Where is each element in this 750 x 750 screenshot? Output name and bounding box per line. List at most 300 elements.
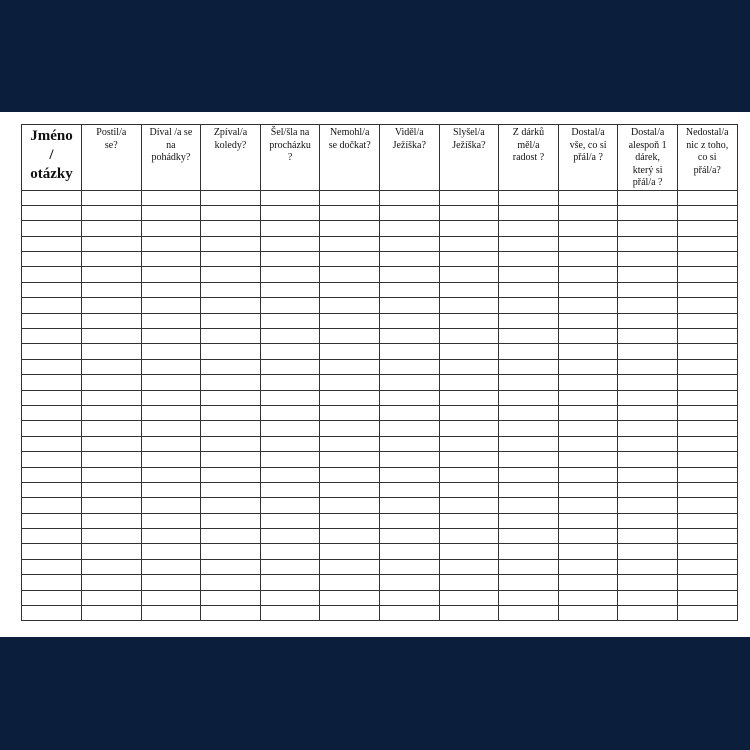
answer-cell[interactable] xyxy=(558,329,618,344)
answer-cell[interactable] xyxy=(618,313,678,328)
name-cell[interactable] xyxy=(22,482,82,497)
answer-cell[interactable] xyxy=(618,252,678,267)
answer-cell[interactable] xyxy=(618,390,678,405)
answer-cell[interactable] xyxy=(499,190,559,205)
answer-cell[interactable] xyxy=(260,482,320,497)
answer-cell[interactable] xyxy=(558,482,618,497)
answer-cell[interactable] xyxy=(201,282,261,297)
answer-cell[interactable] xyxy=(320,390,380,405)
answer-cell[interactable] xyxy=(201,559,261,574)
answer-cell[interactable] xyxy=(618,359,678,374)
answer-cell[interactable] xyxy=(618,405,678,420)
answer-cell[interactable] xyxy=(379,359,439,374)
answer-cell[interactable] xyxy=(201,513,261,528)
answer-cell[interactable] xyxy=(141,329,201,344)
answer-cell[interactable] xyxy=(201,544,261,559)
answer-cell[interactable] xyxy=(379,190,439,205)
answer-cell[interactable] xyxy=(499,375,559,390)
answer-cell[interactable] xyxy=(320,344,380,359)
answer-cell[interactable] xyxy=(82,390,142,405)
answer-cell[interactable] xyxy=(499,252,559,267)
answer-cell[interactable] xyxy=(499,529,559,544)
answer-cell[interactable] xyxy=(677,190,737,205)
answer-cell[interactable] xyxy=(82,190,142,205)
name-cell[interactable] xyxy=(22,606,82,621)
answer-cell[interactable] xyxy=(439,236,499,251)
answer-cell[interactable] xyxy=(439,482,499,497)
answer-cell[interactable] xyxy=(82,359,142,374)
answer-cell[interactable] xyxy=(677,529,737,544)
answer-cell[interactable] xyxy=(320,498,380,513)
answer-cell[interactable] xyxy=(320,482,380,497)
answer-cell[interactable] xyxy=(82,559,142,574)
answer-cell[interactable] xyxy=(499,344,559,359)
answer-cell[interactable] xyxy=(379,390,439,405)
answer-cell[interactable] xyxy=(558,575,618,590)
answer-cell[interactable] xyxy=(320,529,380,544)
answer-cell[interactable] xyxy=(141,575,201,590)
name-cell[interactable] xyxy=(22,405,82,420)
answer-cell[interactable] xyxy=(260,190,320,205)
answer-cell[interactable] xyxy=(320,590,380,605)
answer-cell[interactable] xyxy=(320,267,380,282)
answer-cell[interactable] xyxy=(201,436,261,451)
answer-cell[interactable] xyxy=(320,221,380,236)
name-cell[interactable] xyxy=(22,544,82,559)
answer-cell[interactable] xyxy=(677,544,737,559)
answer-cell[interactable] xyxy=(558,529,618,544)
answer-cell[interactable] xyxy=(320,421,380,436)
answer-cell[interactable] xyxy=(320,236,380,251)
answer-cell[interactable] xyxy=(379,252,439,267)
answer-cell[interactable] xyxy=(201,421,261,436)
name-cell[interactable] xyxy=(22,329,82,344)
answer-cell[interactable] xyxy=(82,421,142,436)
answer-cell[interactable] xyxy=(320,359,380,374)
answer-cell[interactable] xyxy=(439,559,499,574)
answer-cell[interactable] xyxy=(320,282,380,297)
answer-cell[interactable] xyxy=(439,298,499,313)
answer-cell[interactable] xyxy=(379,344,439,359)
answer-cell[interactable] xyxy=(141,190,201,205)
answer-cell[interactable] xyxy=(260,513,320,528)
answer-cell[interactable] xyxy=(439,313,499,328)
answer-cell[interactable] xyxy=(618,436,678,451)
answer-cell[interactable] xyxy=(320,606,380,621)
name-cell[interactable] xyxy=(22,590,82,605)
answer-cell[interactable] xyxy=(82,606,142,621)
answer-cell[interactable] xyxy=(82,252,142,267)
answer-cell[interactable] xyxy=(558,375,618,390)
answer-cell[interactable] xyxy=(320,313,380,328)
answer-cell[interactable] xyxy=(677,267,737,282)
answer-cell[interactable] xyxy=(677,205,737,220)
name-cell[interactable] xyxy=(22,221,82,236)
answer-cell[interactable] xyxy=(141,436,201,451)
answer-cell[interactable] xyxy=(82,405,142,420)
answer-cell[interactable] xyxy=(260,329,320,344)
answer-cell[interactable] xyxy=(260,405,320,420)
answer-cell[interactable] xyxy=(499,390,559,405)
answer-cell[interactable] xyxy=(320,375,380,390)
answer-cell[interactable] xyxy=(618,513,678,528)
answer-cell[interactable] xyxy=(82,236,142,251)
name-cell[interactable] xyxy=(22,313,82,328)
answer-cell[interactable] xyxy=(260,575,320,590)
answer-cell[interactable] xyxy=(558,452,618,467)
answer-cell[interactable] xyxy=(141,452,201,467)
answer-cell[interactable] xyxy=(320,452,380,467)
answer-cell[interactable] xyxy=(320,329,380,344)
answer-cell[interactable] xyxy=(260,252,320,267)
name-cell[interactable] xyxy=(22,190,82,205)
answer-cell[interactable] xyxy=(379,590,439,605)
answer-cell[interactable] xyxy=(677,359,737,374)
name-cell[interactable] xyxy=(22,436,82,451)
answer-cell[interactable] xyxy=(677,344,737,359)
answer-cell[interactable] xyxy=(558,313,618,328)
answer-cell[interactable] xyxy=(320,575,380,590)
answer-cell[interactable] xyxy=(82,544,142,559)
answer-cell[interactable] xyxy=(320,544,380,559)
answer-cell[interactable] xyxy=(499,359,559,374)
answer-cell[interactable] xyxy=(141,544,201,559)
name-cell[interactable] xyxy=(22,559,82,574)
answer-cell[interactable] xyxy=(260,390,320,405)
answer-cell[interactable] xyxy=(677,236,737,251)
answer-cell[interactable] xyxy=(141,467,201,482)
answer-cell[interactable] xyxy=(439,267,499,282)
answer-cell[interactable] xyxy=(82,329,142,344)
answer-cell[interactable] xyxy=(320,467,380,482)
answer-cell[interactable] xyxy=(379,298,439,313)
answer-cell[interactable] xyxy=(439,329,499,344)
name-cell[interactable] xyxy=(22,252,82,267)
answer-cell[interactable] xyxy=(558,221,618,236)
answer-cell[interactable] xyxy=(558,236,618,251)
name-cell[interactable] xyxy=(22,529,82,544)
answer-cell[interactable] xyxy=(260,375,320,390)
answer-cell[interactable] xyxy=(141,498,201,513)
answer-cell[interactable] xyxy=(499,329,559,344)
answer-cell[interactable] xyxy=(677,221,737,236)
answer-cell[interactable] xyxy=(82,221,142,236)
answer-cell[interactable] xyxy=(677,329,737,344)
name-cell[interactable] xyxy=(22,575,82,590)
answer-cell[interactable] xyxy=(439,544,499,559)
answer-cell[interactable] xyxy=(201,252,261,267)
answer-cell[interactable] xyxy=(201,298,261,313)
answer-cell[interactable] xyxy=(558,544,618,559)
answer-cell[interactable] xyxy=(379,436,439,451)
answer-cell[interactable] xyxy=(499,544,559,559)
name-cell[interactable] xyxy=(22,267,82,282)
answer-cell[interactable] xyxy=(379,513,439,528)
answer-cell[interactable] xyxy=(201,344,261,359)
answer-cell[interactable] xyxy=(499,590,559,605)
answer-cell[interactable] xyxy=(201,190,261,205)
answer-cell[interactable] xyxy=(439,575,499,590)
answer-cell[interactable] xyxy=(201,529,261,544)
answer-cell[interactable] xyxy=(141,421,201,436)
answer-cell[interactable] xyxy=(260,298,320,313)
answer-cell[interactable] xyxy=(499,221,559,236)
name-cell[interactable] xyxy=(22,282,82,297)
answer-cell[interactable] xyxy=(201,467,261,482)
answer-cell[interactable] xyxy=(677,313,737,328)
answer-cell[interactable] xyxy=(499,575,559,590)
answer-cell[interactable] xyxy=(82,498,142,513)
answer-cell[interactable] xyxy=(558,559,618,574)
answer-cell[interactable] xyxy=(141,205,201,220)
answer-cell[interactable] xyxy=(677,482,737,497)
answer-cell[interactable] xyxy=(677,575,737,590)
answer-cell[interactable] xyxy=(499,436,559,451)
answer-cell[interactable] xyxy=(201,267,261,282)
answer-cell[interactable] xyxy=(618,559,678,574)
answer-cell[interactable] xyxy=(677,559,737,574)
answer-cell[interactable] xyxy=(379,606,439,621)
answer-cell[interactable] xyxy=(260,452,320,467)
answer-cell[interactable] xyxy=(499,421,559,436)
answer-cell[interactable] xyxy=(260,498,320,513)
name-cell[interactable] xyxy=(22,344,82,359)
answer-cell[interactable] xyxy=(260,205,320,220)
answer-cell[interactable] xyxy=(82,452,142,467)
answer-cell[interactable] xyxy=(558,390,618,405)
answer-cell[interactable] xyxy=(558,467,618,482)
answer-cell[interactable] xyxy=(320,513,380,528)
answer-cell[interactable] xyxy=(439,205,499,220)
answer-cell[interactable] xyxy=(499,452,559,467)
answer-cell[interactable] xyxy=(499,267,559,282)
answer-cell[interactable] xyxy=(618,344,678,359)
answer-cell[interactable] xyxy=(260,267,320,282)
answer-cell[interactable] xyxy=(201,359,261,374)
answer-cell[interactable] xyxy=(618,590,678,605)
answer-cell[interactable] xyxy=(82,282,142,297)
answer-cell[interactable] xyxy=(141,359,201,374)
answer-cell[interactable] xyxy=(558,282,618,297)
answer-cell[interactable] xyxy=(141,298,201,313)
answer-cell[interactable] xyxy=(618,236,678,251)
answer-cell[interactable] xyxy=(379,498,439,513)
answer-cell[interactable] xyxy=(141,252,201,267)
answer-cell[interactable] xyxy=(439,375,499,390)
answer-cell[interactable] xyxy=(201,205,261,220)
answer-cell[interactable] xyxy=(439,344,499,359)
answer-cell[interactable] xyxy=(439,606,499,621)
answer-cell[interactable] xyxy=(618,221,678,236)
name-cell[interactable] xyxy=(22,205,82,220)
name-cell[interactable] xyxy=(22,375,82,390)
answer-cell[interactable] xyxy=(379,313,439,328)
answer-cell[interactable] xyxy=(618,375,678,390)
answer-cell[interactable] xyxy=(82,436,142,451)
answer-cell[interactable] xyxy=(558,190,618,205)
answer-cell[interactable] xyxy=(260,421,320,436)
answer-cell[interactable] xyxy=(618,544,678,559)
answer-cell[interactable] xyxy=(141,482,201,497)
answer-cell[interactable] xyxy=(141,513,201,528)
answer-cell[interactable] xyxy=(379,544,439,559)
answer-cell[interactable] xyxy=(558,590,618,605)
answer-cell[interactable] xyxy=(439,590,499,605)
answer-cell[interactable] xyxy=(379,329,439,344)
answer-cell[interactable] xyxy=(677,252,737,267)
answer-cell[interactable] xyxy=(379,405,439,420)
answer-cell[interactable] xyxy=(141,405,201,420)
answer-cell[interactable] xyxy=(201,375,261,390)
answer-cell[interactable] xyxy=(82,205,142,220)
answer-cell[interactable] xyxy=(677,282,737,297)
answer-cell[interactable] xyxy=(320,405,380,420)
answer-cell[interactable] xyxy=(618,467,678,482)
answer-cell[interactable] xyxy=(201,575,261,590)
answer-cell[interactable] xyxy=(82,513,142,528)
answer-cell[interactable] xyxy=(260,544,320,559)
answer-cell[interactable] xyxy=(618,205,678,220)
answer-cell[interactable] xyxy=(439,190,499,205)
name-cell[interactable] xyxy=(22,421,82,436)
answer-cell[interactable] xyxy=(499,606,559,621)
answer-cell[interactable] xyxy=(618,329,678,344)
answer-cell[interactable] xyxy=(618,298,678,313)
answer-cell[interactable] xyxy=(201,329,261,344)
answer-cell[interactable] xyxy=(141,267,201,282)
answer-cell[interactable] xyxy=(260,590,320,605)
answer-cell[interactable] xyxy=(677,375,737,390)
answer-cell[interactable] xyxy=(141,606,201,621)
answer-cell[interactable] xyxy=(379,482,439,497)
answer-cell[interactable] xyxy=(499,482,559,497)
answer-cell[interactable] xyxy=(201,313,261,328)
answer-cell[interactable] xyxy=(439,529,499,544)
answer-cell[interactable] xyxy=(439,405,499,420)
answer-cell[interactable] xyxy=(558,267,618,282)
name-cell[interactable] xyxy=(22,298,82,313)
answer-cell[interactable] xyxy=(141,221,201,236)
answer-cell[interactable] xyxy=(439,513,499,528)
answer-cell[interactable] xyxy=(499,513,559,528)
answer-cell[interactable] xyxy=(677,606,737,621)
answer-cell[interactable] xyxy=(677,298,737,313)
answer-cell[interactable] xyxy=(82,344,142,359)
answer-cell[interactable] xyxy=(677,405,737,420)
answer-cell[interactable] xyxy=(618,282,678,297)
answer-cell[interactable] xyxy=(677,513,737,528)
answer-cell[interactable] xyxy=(499,405,559,420)
name-cell[interactable] xyxy=(22,513,82,528)
answer-cell[interactable] xyxy=(379,221,439,236)
answer-cell[interactable] xyxy=(677,452,737,467)
answer-cell[interactable] xyxy=(439,452,499,467)
answer-cell[interactable] xyxy=(379,205,439,220)
name-cell[interactable] xyxy=(22,390,82,405)
answer-cell[interactable] xyxy=(201,390,261,405)
answer-cell[interactable] xyxy=(320,559,380,574)
answer-cell[interactable] xyxy=(618,575,678,590)
answer-cell[interactable] xyxy=(558,252,618,267)
answer-cell[interactable] xyxy=(82,590,142,605)
answer-cell[interactable] xyxy=(439,436,499,451)
answer-cell[interactable] xyxy=(260,221,320,236)
answer-cell[interactable] xyxy=(82,298,142,313)
answer-cell[interactable] xyxy=(558,359,618,374)
answer-cell[interactable] xyxy=(141,313,201,328)
answer-cell[interactable] xyxy=(320,252,380,267)
answer-cell[interactable] xyxy=(558,405,618,420)
answer-cell[interactable] xyxy=(260,359,320,374)
answer-cell[interactable] xyxy=(260,236,320,251)
answer-cell[interactable] xyxy=(379,559,439,574)
answer-cell[interactable] xyxy=(201,452,261,467)
answer-cell[interactable] xyxy=(439,221,499,236)
answer-cell[interactable] xyxy=(379,236,439,251)
answer-cell[interactable] xyxy=(558,498,618,513)
answer-cell[interactable] xyxy=(439,252,499,267)
answer-cell[interactable] xyxy=(499,298,559,313)
answer-cell[interactable] xyxy=(82,267,142,282)
name-cell[interactable] xyxy=(22,452,82,467)
name-cell[interactable] xyxy=(22,359,82,374)
answer-cell[interactable] xyxy=(82,529,142,544)
answer-cell[interactable] xyxy=(320,190,380,205)
answer-cell[interactable] xyxy=(82,375,142,390)
answer-cell[interactable] xyxy=(618,498,678,513)
answer-cell[interactable] xyxy=(141,559,201,574)
answer-cell[interactable] xyxy=(260,559,320,574)
answer-cell[interactable] xyxy=(677,590,737,605)
answer-cell[interactable] xyxy=(558,513,618,528)
answer-cell[interactable] xyxy=(201,482,261,497)
answer-cell[interactable] xyxy=(379,452,439,467)
answer-cell[interactable] xyxy=(499,498,559,513)
answer-cell[interactable] xyxy=(201,590,261,605)
answer-cell[interactable] xyxy=(201,606,261,621)
answer-cell[interactable] xyxy=(558,421,618,436)
answer-cell[interactable] xyxy=(618,529,678,544)
name-cell[interactable] xyxy=(22,467,82,482)
answer-cell[interactable] xyxy=(260,529,320,544)
answer-cell[interactable] xyxy=(260,436,320,451)
answer-cell[interactable] xyxy=(558,344,618,359)
answer-cell[interactable] xyxy=(201,221,261,236)
answer-cell[interactable] xyxy=(499,559,559,574)
answer-cell[interactable] xyxy=(618,421,678,436)
answer-cell[interactable] xyxy=(260,282,320,297)
answer-cell[interactable] xyxy=(439,359,499,374)
answer-cell[interactable] xyxy=(618,452,678,467)
answer-cell[interactable] xyxy=(558,205,618,220)
answer-cell[interactable] xyxy=(558,436,618,451)
answer-cell[interactable] xyxy=(201,236,261,251)
answer-cell[interactable] xyxy=(677,436,737,451)
answer-cell[interactable] xyxy=(677,421,737,436)
answer-cell[interactable] xyxy=(677,390,737,405)
answer-cell[interactable] xyxy=(141,282,201,297)
answer-cell[interactable] xyxy=(677,498,737,513)
answer-cell[interactable] xyxy=(379,575,439,590)
answer-cell[interactable] xyxy=(82,467,142,482)
answer-cell[interactable] xyxy=(141,344,201,359)
answer-cell[interactable] xyxy=(499,236,559,251)
answer-cell[interactable] xyxy=(379,529,439,544)
answer-cell[interactable] xyxy=(82,482,142,497)
answer-cell[interactable] xyxy=(558,606,618,621)
answer-cell[interactable] xyxy=(141,529,201,544)
answer-cell[interactable] xyxy=(439,498,499,513)
